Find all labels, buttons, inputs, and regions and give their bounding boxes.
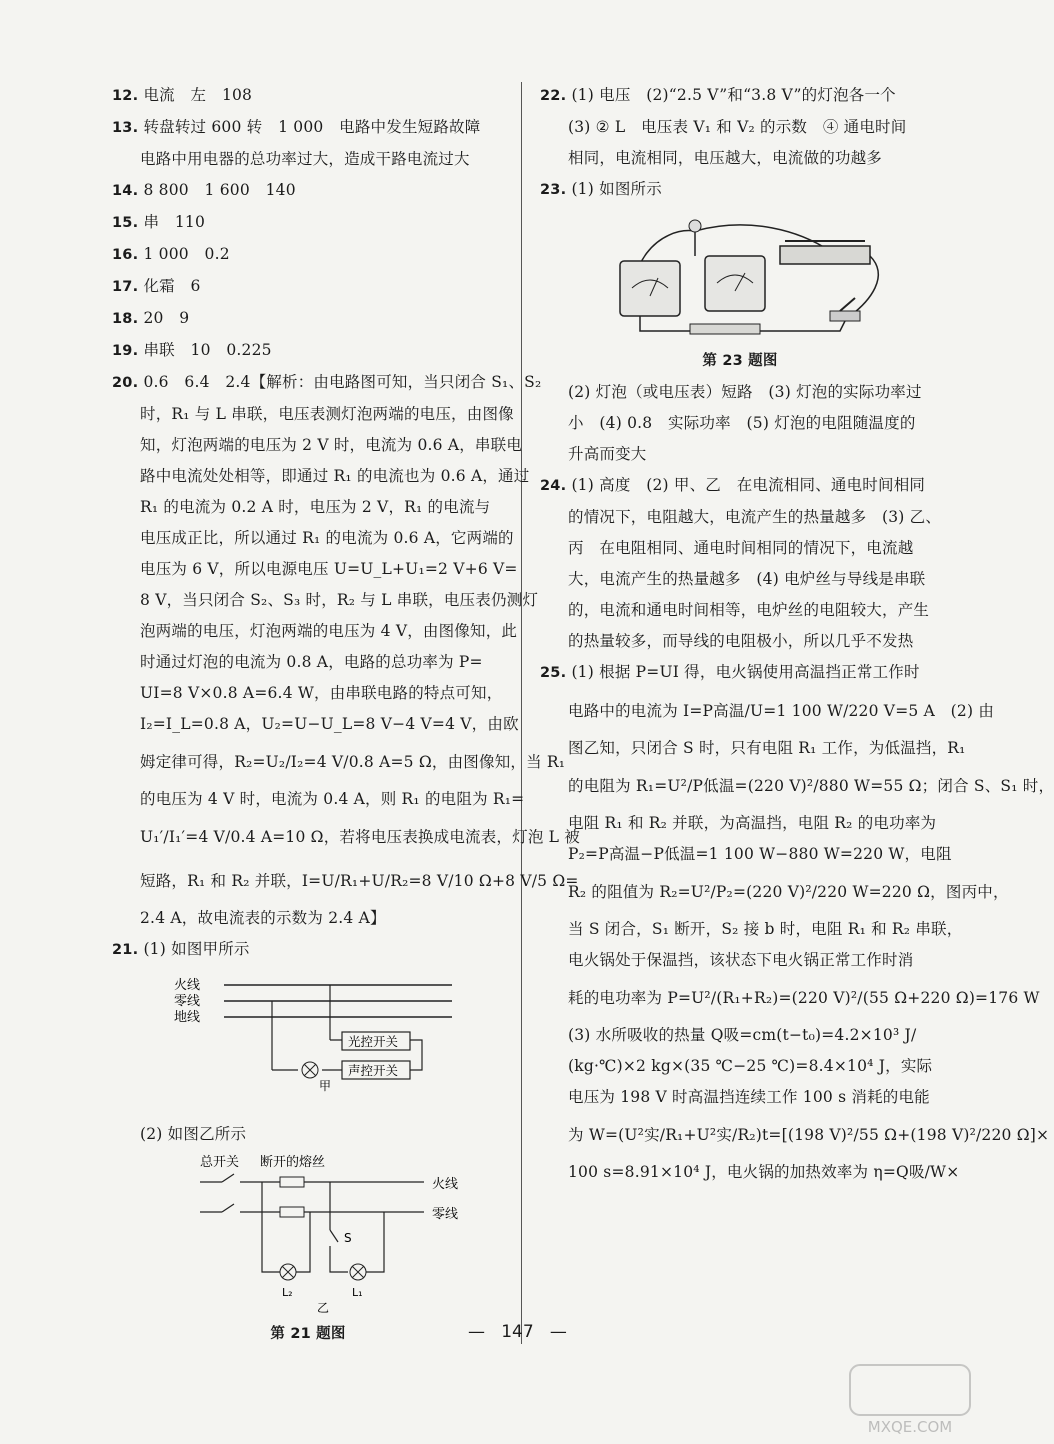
fig21b-caption: 乙 <box>317 1301 330 1315</box>
left_lines-line <box>112 740 566 784</box>
question-number: 25. <box>540 665 567 681</box>
left_lines-line <box>112 815 580 859</box>
left_lines-line <box>112 144 504 175</box>
fig21a-caption: 甲 <box>319 1079 332 1093</box>
right_lines_b-line <box>540 945 940 976</box>
answer-text: 的电压为 4 V 时，电流为 0.4 A，则 R₁ 的电阻为 R₁= <box>140 790 525 808</box>
fig21b-label-s: S <box>344 1231 352 1245</box>
question-number: 19. <box>112 343 139 359</box>
right_lines_b-line <box>540 689 995 733</box>
fig21a-label-neutral: 零线 <box>174 994 201 1009</box>
right_lines_b-line <box>540 1157 960 1188</box>
left_lines-line <box>112 175 504 207</box>
question-number: 24. <box>540 478 567 494</box>
answer-text: 100 s=8.91×10⁴ J，电火锅的加热效率为 η=Q吸/W× <box>568 1163 960 1181</box>
answer-text: 大，电流产生的热量越多 (4) 电炉丝与导线是串联 <box>568 570 926 588</box>
left_lines-line <box>112 112 504 144</box>
question-number: 15. <box>112 215 139 231</box>
right_lines_a-line <box>540 80 940 112</box>
answer-text: 的情况下，电阻越大，电流产生的热量越多 (3) 乙、 <box>568 508 942 526</box>
answer-text: 当 S 闭合，S₁ 断开，S₂ 接 b 时，电阻 R₁ 和 R₂ 串联， <box>568 920 963 938</box>
answer-text: 丙 在电阻相同、通电时间相同的情况下，电流越 <box>568 539 914 557</box>
left_lines-line <box>112 903 504 934</box>
left_lines-line <box>112 709 519 740</box>
right_lines_b-line <box>540 595 940 626</box>
answer-text: 转盘转过 600 转 1 000 电路中发生短路故障 <box>143 118 481 136</box>
answer-text: P₂=P高温−P低温=1 100 W−880 W=220 W，电阻 <box>568 845 952 863</box>
right_lines_b-line <box>540 533 940 564</box>
right_lines_b-line <box>540 1051 940 1082</box>
answer-text: (1) 如图所示 <box>571 180 662 198</box>
answer-text: 电路中用电器的总功率过大，造成干路电流过大 <box>140 150 470 168</box>
fig21a-box-sound: 声控开关 <box>348 1063 399 1078</box>
right_lines_b-line <box>540 1082 940 1113</box>
right_lines_b-line <box>540 470 940 502</box>
answer-text: (1) 高度 (2) 甲、乙 在电流相同、通电时间相同 <box>571 476 926 494</box>
fig21b-label-neutral: 零线 <box>432 1207 459 1222</box>
left_lines-line <box>112 461 530 492</box>
answer-text: 小 (4) 0.8 实际功率 (5) 灯泡的电阻随温度的 <box>568 414 916 432</box>
answer-text: (3) 水所吸收的热量 Q吸=cm(t−t₀)=4.2×10³ J/ <box>568 1026 917 1044</box>
answer-text: 的热量较多，而导线的电阻极小，所以几乎不发热 <box>568 632 914 650</box>
fig21a-label-live: 火线 <box>174 978 201 993</box>
answer-text: 升高而变大 <box>568 445 647 463</box>
answer-text: 时，R₁ 与 L 串联，电压表测灯泡两端的电压，由图像 <box>140 405 514 423</box>
answer-text: 8 800 1 600 140 <box>143 181 296 199</box>
right_lines_b-line <box>540 502 940 533</box>
left_lines-line <box>112 859 579 903</box>
question-number: 17. <box>112 279 139 295</box>
right_lines_b-line <box>540 976 1040 1020</box>
fig21-caption: 第 21 题图 <box>270 1326 346 1342</box>
left_lines-line <box>112 585 539 616</box>
left_lines-line <box>112 207 504 239</box>
right_lines_b-line <box>540 564 940 595</box>
left_lines-line <box>112 523 514 554</box>
answer-text: 电流 左 108 <box>143 86 253 104</box>
left_lines-line <box>112 303 504 335</box>
answer-text: 串联 10 0.225 <box>143 341 272 359</box>
answer-text: 2.4 A，故电流表的示数为 2.4 A】 <box>140 909 386 927</box>
answer-text: (1) 如图甲所示 <box>143 940 250 958</box>
fig21b-label-live: 火线 <box>432 1177 459 1192</box>
question-number: 12. <box>112 88 139 104</box>
left_lines-line <box>112 430 523 461</box>
right_lines_b-line <box>540 626 940 657</box>
answer-text: 知，灯泡两端的电压为 2 V 时，电流为 0.6 A，串联电 <box>140 436 523 454</box>
answer-text: 为 W=(U²实/R₁+U²实/R₂)t=[(198 V)²/55 Ω+(198 V)²/220 Ω]× <box>568 1126 1050 1144</box>
right_lines_a-line <box>540 174 940 206</box>
fig21b-label-fuse: 断开的熔丝 <box>260 1155 326 1170</box>
answer-text: (1) 根据 P=UI 得，电火锅使用高温挡正常工作时 <box>571 663 920 681</box>
answer-text: 电压为 6 V，所以电源电压 U=U_L+U₁=2 V+6 V= <box>140 560 518 578</box>
answer-text: 8 V，当只闭合 S₂、S₃ 时，R₂ 与 L 串联，电压表仍测灯 <box>140 591 539 609</box>
fig21b-label-switch: 总开关 <box>200 1155 240 1170</box>
right_lines_b-line <box>540 914 963 945</box>
figure-21a <box>112 975 504 1115</box>
left_lines-line <box>112 492 504 523</box>
answer-text: R₂ 的阻值为 R₂=U²/P₂=(220 V)²/220 W=220 Ω，图丙中， <box>568 883 1009 901</box>
answer-text: 姆定律可得，R₂=U₂/I₂=4 V/0.8 A=5 Ω，由图像知，当 R₁ <box>140 753 566 771</box>
left_lines-line <box>112 239 504 271</box>
answer-text: 路中电流处处相等，即通过 R₁ 的电流也为 0.6 A，通过 <box>140 467 530 485</box>
left_lines-line <box>112 647 504 678</box>
fig21a-box-light: 光控开关 <box>348 1034 399 1049</box>
answer-text: 的电阻为 R₁=U²/P低温=(220 V)²/880 W=55 Ω；闭合 S、S₁ 时， <box>568 777 1054 795</box>
left_lines-line <box>112 554 518 585</box>
answer-text: 短路，R₁ 和 R₂ 并联，I=U/R₁+U/R₂=8 V/10 Ω+8 V/5 Ω= <box>140 872 579 890</box>
answer-text: 化霜 6 <box>143 277 201 295</box>
page-number: — 147 — <box>468 1322 567 1342</box>
left_lines-line <box>112 335 504 367</box>
right_lines_b-line <box>540 1113 1050 1157</box>
right_lines_b-line <box>540 764 1054 808</box>
answer-text: I₂=I_L=0.8 A，U₂=U−U_L=8 V−4 V=4 V，由欧 <box>140 715 519 733</box>
question-number: 13. <box>112 120 139 136</box>
right_lines_b-line <box>540 657 940 689</box>
answer-text: 的，电流和通电时间相等，电炉丝的电阻较大，产生 <box>568 601 930 619</box>
q21-part2: (2) 如图乙所示 <box>140 1125 247 1143</box>
left_lines-line <box>112 80 504 112</box>
right_lines_b-line <box>540 439 940 470</box>
fig21a-label-earth: 地线 <box>174 1010 201 1025</box>
watermark-logo <box>840 1360 980 1440</box>
answer-text: 1 000 0.2 <box>143 245 230 263</box>
fig21b-label-l1: L₁ <box>352 1286 363 1299</box>
answer-text: 图乙知，只闭合 S 时，只有电阻 R₁ 工作，为低温挡，R₁ <box>568 739 966 757</box>
answer-text: U₁′/I₁′=4 V/0.4 A=10 Ω，若将电压表换成电流表，灯泡 L 被 <box>140 828 580 846</box>
answer-text: 电火锅处于保温挡，该状态下电火锅正常工作时消 <box>568 951 914 969</box>
question-number: 23. <box>540 182 567 198</box>
left_lines-line <box>112 399 514 430</box>
right_lines_b-line <box>540 408 940 439</box>
fig21b-label-l2: L₂ <box>282 1286 293 1299</box>
answer-text: (3) ② L 电压表 V₁ 和 V₂ 的示数 ④ 通电时间 <box>568 118 907 136</box>
right_lines_a-line <box>540 112 940 143</box>
question-number: 22. <box>540 88 567 104</box>
figure-21b <box>112 1150 504 1315</box>
figure-21 <box>112 975 504 1350</box>
answer-text: 电压为 198 V 时高温挡连续工作 100 s 消耗的电能 <box>568 1088 930 1106</box>
answer-text: 0.6 6.4 2.4【解析：由电路图可知，当只闭合 S₁、S₂ <box>143 373 542 391</box>
answer-text: 时通过灯泡的电流为 0.8 A，电路的总功率为 P= <box>140 653 483 671</box>
fig23-caption: 第 23 题图 <box>702 353 778 369</box>
question-number: 16. <box>112 247 139 263</box>
left_lines-line <box>112 367 542 399</box>
left_lines-line <box>112 784 525 815</box>
left_lines-line <box>112 271 504 303</box>
answer-text: 20 9 <box>143 309 190 327</box>
answer-text: (2) 灯泡（或电压表）短路 (3) 灯泡的实际功率过 <box>568 383 922 401</box>
answer-text: 电路中的电流为 I=P高温/U=1 100 W/220 V=5 A (2) 由 <box>568 702 995 720</box>
right_lines_a-line <box>540 143 940 174</box>
question-number: 20. <box>112 375 139 391</box>
question-number: 14. <box>112 183 139 199</box>
answer-text: R₁ 的电流为 0.2 A 时，电压为 2 V，R₁ 的电流与 <box>140 498 491 516</box>
left_lines-line <box>112 934 504 966</box>
question-number: 21. <box>112 942 139 958</box>
figure-23 <box>540 206 940 346</box>
right-column <box>540 80 1054 1188</box>
column-divider <box>521 82 522 1344</box>
right_lines_b-line <box>540 377 940 408</box>
answer-text: 泡两端的电压，灯泡两端的电压为 4 V，由图像知，此 <box>140 622 518 640</box>
svg-text:MXQE.COM: MXQE.COM <box>867 1418 953 1436</box>
answer-text: UI=8 V×0.8 A=6.4 W，由串联电路的特点可知， <box>140 684 503 702</box>
answer-text: 电阻 R₁ 和 R₂ 并联，为高温挡，电阻 R₂ 的电功率为 <box>568 814 937 832</box>
left_lines-line <box>112 678 504 709</box>
answer-text: 串 110 <box>143 213 206 231</box>
right_lines_b-line <box>540 733 966 764</box>
right_lines_b-line <box>540 808 940 839</box>
right_lines_b-line <box>540 839 952 870</box>
answer-text: 耗的电功率为 P=U²/(R₁+R₂)=(220 V)²/(55 Ω+220 Ω)=176 W <box>568 989 1040 1007</box>
question-number: 18. <box>112 311 139 327</box>
answer-text: 相同，电流相同，电压越大，电流做的功越多 <box>568 149 883 167</box>
answer-text: 电压成正比，所以通过 R₁ 的电流为 0.6 A，它两端的 <box>140 529 514 547</box>
right_lines_b-line <box>540 1020 940 1051</box>
left_lines-line <box>112 616 518 647</box>
right_lines_b-line <box>540 870 1009 914</box>
answer-text: (kg·℃)×2 kg×(35 ℃−25 ℃)=8.4×10⁴ J，实际 <box>568 1057 933 1075</box>
answer-text: (1) 电压 (2)“2.5 V”和“3.8 V”的灯泡各一个 <box>571 86 896 104</box>
